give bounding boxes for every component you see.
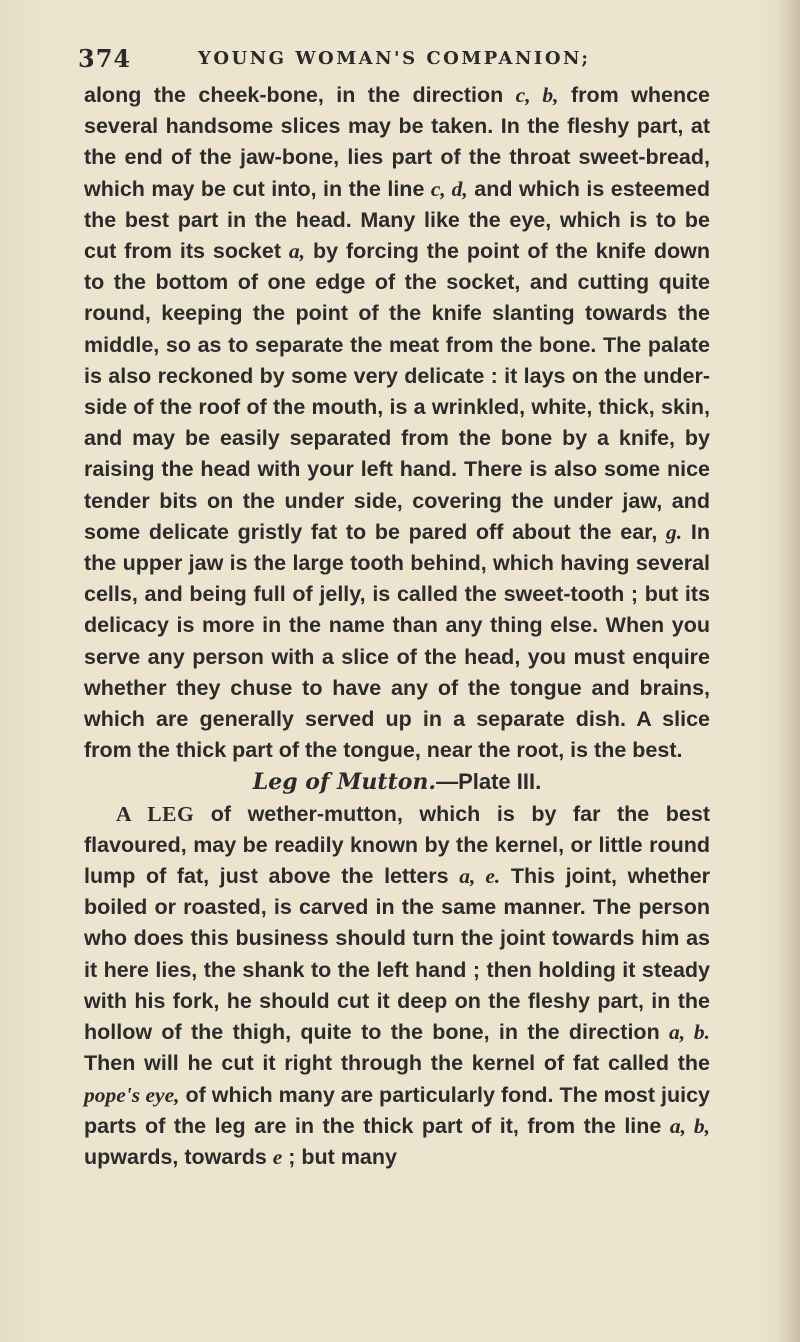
italic-letters: c, d, bbox=[430, 176, 468, 201]
italic-letters: a, e. bbox=[459, 864, 501, 889]
running-head: YOUNG WOMAN'S COMPANION; bbox=[198, 48, 591, 69]
italic-letters: e bbox=[272, 1144, 283, 1169]
plate-reference: —Plate III. bbox=[436, 769, 542, 795]
section-title: Leg of Mutton. bbox=[252, 769, 437, 796]
text-run: of wether-mutton, which is by far the best flavoured, may be readily known by the kernel, or little round lump of fat, just above the letters bbox=[84, 801, 711, 889]
italic-letters: g. bbox=[666, 519, 683, 544]
page-number: 374 bbox=[78, 44, 132, 73]
paragraph-head-carving bbox=[84, 80, 710, 766]
section-heading bbox=[84, 766, 710, 798]
body-text bbox=[84, 80, 710, 1173]
paragraph-leg-of-mutton bbox=[84, 799, 710, 1173]
page-header bbox=[78, 44, 718, 73]
page-edge-shadow bbox=[778, 0, 800, 1342]
text-run: of which many are particularly fond. The most juicy parts of the leg are in the thick part of it, from the line bbox=[84, 1082, 710, 1138]
lead-caps: A LEG bbox=[116, 801, 195, 826]
italic-letters: c, b, bbox=[515, 83, 559, 107]
text-run: upwards, towards bbox=[84, 1144, 273, 1169]
text-run: from whence several handsome slices may be taken. In the fleshy part, at the end of the jaw-bone, lies part of the throat sweet-bread, which may be cut into, in the line bbox=[84, 83, 710, 201]
italic-letters: a, b. bbox=[669, 1020, 711, 1045]
text-run: ; but many bbox=[282, 1144, 397, 1169]
italic-letters: a, bbox=[288, 239, 306, 264]
text-run: by forcing the point of the knife down to the bottom of one edge of the socket, and cutting quite round, keeping the point of the knife slanting towards the middle, so as to separate the meat from the bone. The palate is also reckoned by some very delicate : it lays on the under-side of the roof of the mouth, is a wrinkled, white, thick, skin, and may be easily separated from the bone by a knife, by raising the head with your left hand. There is also some nice tender bits on the under side, covering the under jaw, and some delicate gristly fat to be pared off about the ear, bbox=[84, 239, 710, 544]
text-run: In the upper jaw is the large tooth behind, which having several cells, and being full of jelly, is called the sweet-tooth ; but its delicacy is more in the name than any thing else. When you serve any person with a slice of the head, you must enquire whether they chuse to have any of the tongue and brains, which are generally served up in a separate dish. A slice from the thick part of the tongue, near the root, is the best. bbox=[84, 519, 710, 763]
text-run: This joint, whether boiled or roasted, is carved in the same manner. The person who does this business should turn the joint towards him as it here lies, the shank to the left hand ; then holding it steady with his fork, he should cut it deep on the fleshy part, in the hollow of the thigh, quite to the bone, in the direction bbox=[84, 864, 711, 1045]
text-run: and which is esteemed the best part in the head. Many like the eye, which is to be cut from its socket bbox=[84, 176, 710, 264]
italic-term: pope's eye, bbox=[84, 1082, 180, 1107]
italic-letters: a, b, bbox=[669, 1113, 710, 1138]
text-run: Then will he cut it right through the kernel of fat called the bbox=[84, 1051, 710, 1076]
text-run: along the cheek-bone, in the direction bbox=[84, 83, 516, 107]
